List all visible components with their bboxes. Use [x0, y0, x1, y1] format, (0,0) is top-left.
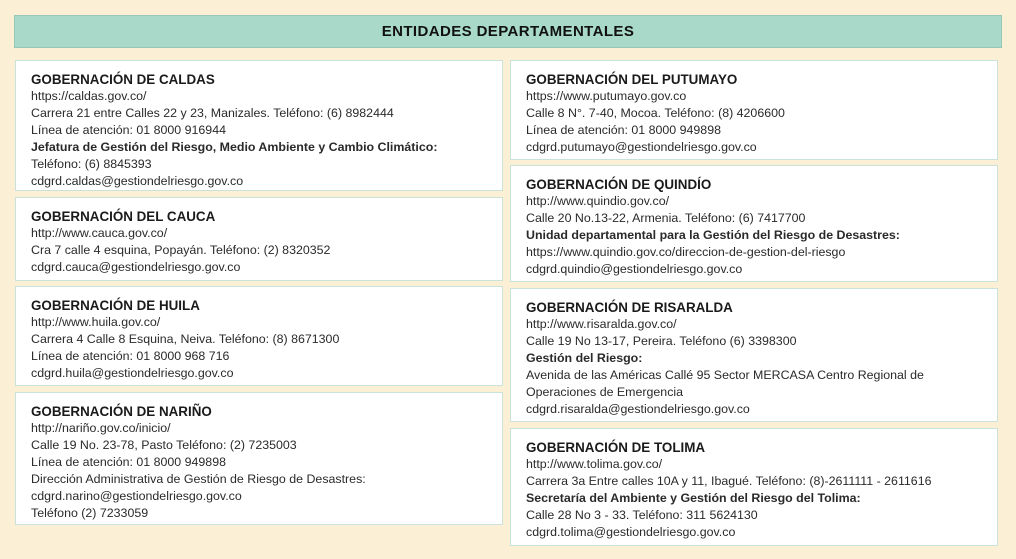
entity-phone: Teléfono: (6) 8845393 — [31, 156, 152, 171]
entity-office-address: Calle 28 No 3 - 33. Teléfono: 311 5624130 — [526, 507, 758, 522]
entity-website-link[interactable]: http://www.quindio.gov.co/ — [526, 194, 670, 208]
entity-title: GOBERNACIÓN DE CALDAS — [31, 72, 215, 87]
section-title: ENTIDADES DEPARTAMENTALES — [381, 23, 635, 40]
entity-hotline: Línea de atención: 01 8000 968 716 — [31, 348, 230, 363]
entity-card-huila — [15, 286, 503, 386]
entity-address: Calle 8 N°. 7-40, Mocoa. Teléfono: (8) 4206600 — [526, 105, 785, 120]
entity-title: GOBERNACIÓN DE NARIÑO — [31, 404, 212, 419]
entity-title: GOBERNACIÓN DE HUILA — [31, 298, 200, 313]
entity-website-link[interactable]: http://www.cauca.gov.co/ — [31, 226, 168, 240]
entity-email-link[interactable]: cdgrd.risaralda@gestiondelriesgo.gov.co — [526, 401, 750, 416]
entity-website-link[interactable]: https://www.putumayo.gov.co — [526, 89, 687, 103]
entity-office-address: Avenida de las Américas Callé 95 Sector MERCASA Centro Regional de Operaciones de Emergencia — [526, 367, 924, 399]
entity-office-heading: Gestión del Riesgo: — [526, 350, 643, 365]
entity-website-link[interactable]: https://caldas.gov.co/ — [31, 89, 147, 103]
entity-email-link[interactable]: cdgrd.tolima@gestiondelriesgo.gov.co — [526, 524, 736, 539]
entity-email-link[interactable]: cdgrd.putumayo@gestiondelriesgo.gov.co — [526, 139, 757, 154]
entity-website-link[interactable]: http://www.risaralda.gov.co/ — [526, 317, 677, 331]
entity-website-link[interactable]: http://nariño.gov.co/inicio/ — [31, 421, 171, 435]
entity-card-narino — [15, 392, 503, 525]
entity-office-heading: Dirección Administrativa de Gestión de Riesgo de Desastres: — [31, 471, 366, 486]
entity-card-cauca — [15, 197, 503, 281]
entity-hotline: Línea de atención: 01 8000 949898 — [526, 122, 721, 137]
entity-address: Calle 20 No.13-22, Armenia. Teléfono: (6) 7417700 — [526, 210, 806, 225]
entity-office-heading: Unidad departamental para la Gestión del Riesgo de Desastres: — [526, 227, 900, 242]
entity-hotline: Línea de atención: 01 8000 949898 — [31, 454, 226, 469]
entity-address: Carrera 4 Calle 8 Esquina, Neiva. Teléfono: (8) 8671300 — [31, 331, 340, 346]
entity-phone: Teléfono (2) 7233059 — [31, 505, 149, 520]
entity-office-heading: Jefatura de Gestión del Riesgo, Medio Ambiente y Cambio Climático: — [31, 139, 438, 154]
entity-email-link[interactable]: cdgrd.huila@gestiondelriesgo.gov.co — [31, 365, 234, 380]
entity-address: Carrera 3a Entre calles 10A y 11, Ibagué. Teléfono: (8)-2611111 - 2611616 — [526, 473, 932, 488]
entity-website-link[interactable]: http://www.huila.gov.co/ — [31, 315, 161, 329]
entity-card-putumayo — [510, 60, 998, 160]
entity-card-caldas — [15, 60, 503, 191]
section-header — [14, 15, 1002, 48]
entity-website-link[interactable]: http://www.tolima.gov.co/ — [526, 457, 663, 471]
entity-card-quindio — [510, 165, 998, 282]
entity-title: GOBERNACIÓN DE TOLIMA — [526, 440, 706, 455]
entity-address: Carrera 21 entre Calles 22 y 23, Manizales. Teléfono: (6) 8982444 — [31, 105, 394, 120]
entity-title: GOBERNACIÓN DEL CAUCA — [31, 209, 216, 224]
entity-title: GOBERNACIÓN DE RISARALDA — [526, 300, 733, 315]
entity-address: Calle 19 No. 23-78, Pasto Teléfono: (2) 7235003 — [31, 437, 297, 452]
entity-email-link[interactable]: cdgrd.cauca@gestiondelriesgo.gov.co — [31, 259, 241, 274]
entity-title: GOBERNACIÓN DE QUINDÍO — [526, 177, 712, 192]
entity-address: Calle 19 No 13-17, Pereira. Teléfono (6) 3398300 — [526, 333, 797, 348]
entity-email-link[interactable]: cdgrd.quindio@gestiondelriesgo.gov.co — [526, 261, 743, 276]
entity-hotline: Línea de atención: 01 8000 916944 — [31, 122, 226, 137]
entity-title: GOBERNACIÓN DEL PUTUMAYO — [526, 72, 738, 87]
entity-office-link[interactable]: https://www.quindio.gov.co/direccion-de-gestion-del-riesgo — [526, 244, 846, 259]
entity-card-risaralda — [510, 288, 998, 422]
entity-card-tolima — [510, 428, 998, 546]
entity-address: Cra 7 calle 4 esquina, Popayán. Teléfono: (2) 8320352 — [31, 242, 331, 257]
entity-email-link[interactable]: cdgrd.caldas@gestiondelriesgo.gov.co — [31, 173, 244, 188]
entity-email-link[interactable]: cdgrd.narino@gestiondelriesgo.gov.co — [31, 488, 242, 503]
entity-office-heading: Secretaría del Ambiente y Gestión del Riesgo del Tolima: — [526, 490, 861, 505]
